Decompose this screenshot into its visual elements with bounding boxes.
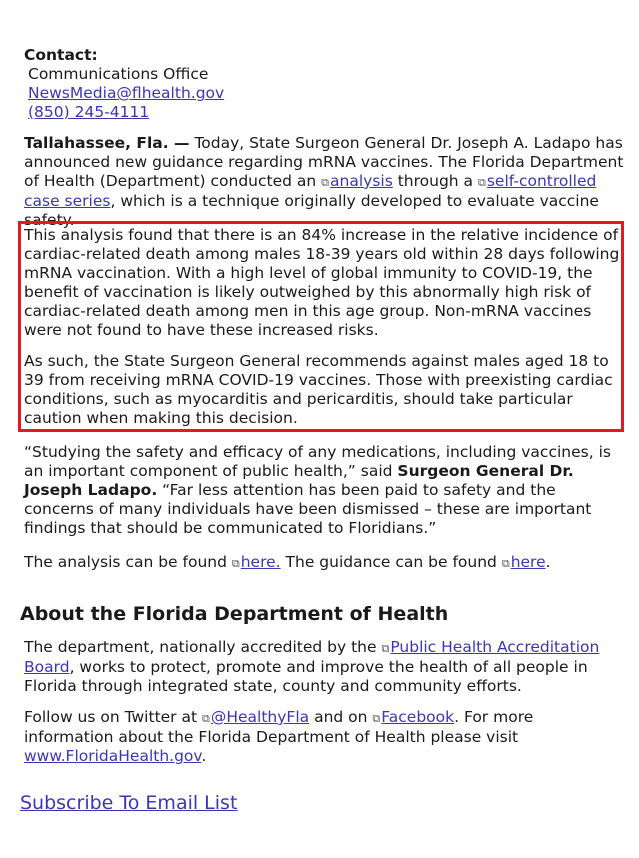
subscribe-email-link[interactable]: Subscribe To Email List [20, 792, 238, 814]
analysis-here-link[interactable]: here. [240, 553, 281, 571]
department-paragraph: The department, nationally accredited by the ⧉Public Health Accreditation Board, works to protect, promote and improve the health of all people in Florida through integrated state, county and community efforts. [24, 638, 600, 695]
external-link-icon: ⧉ [501, 557, 510, 570]
lead-paragraph: Tallahassee, Fla. — Today, State Surgeon General Dr. Joseph A. Ladapo has announced new guidance regarding mRNA vaccines. The Florida Department of Health (Department) conducted an ⧉analysis through a ⧉self-controlled case series, which is a technique originally developed to evaluate vaccine safety. [24, 134, 624, 229]
recommendation-paragraph: As such, the State Surgeon General recommends against males aged 18 to 39 from receiving mRNA COVID-19 vaccines. Those with preexisting cardiac conditions, such as myocarditis and pericarditis, should take particular caution when making this decision. [24, 352, 613, 427]
about-heading: About the Florida Department of Health [20, 603, 449, 625]
external-link-icon: ⧉ [231, 557, 240, 570]
quote-paragraph: “Studying the safety and efficacy of any medications, including vaccines, is an important component of public health,” said Surgeon General Dr. Joseph Ladapo. “Far less attention has been paid to safety and the concerns of many individuals have been dismissed – these are important findings that should be communicated to Floridians.” [24, 443, 611, 537]
external-link-icon: ⧉ [477, 176, 486, 189]
analysis-links-paragraph: The analysis can be found ⧉here. The guidance can be found ⧉here. [24, 553, 551, 571]
external-link-icon: ⧉ [381, 642, 390, 655]
contact-email-link[interactable]: NewsMedia@flhealth.gov [28, 84, 225, 102]
guidance-here-link[interactable]: here [510, 553, 546, 571]
quote-speaker: Surgeon General Dr. Joseph Ladapo. [24, 462, 574, 499]
accreditation-board-link[interactable]: Public Health Accreditation Board [24, 638, 600, 676]
florida-health-site-link[interactable]: www.FloridaHealth.gov [24, 747, 202, 765]
facebook-link[interactable]: Facebook [381, 708, 455, 726]
follow-paragraph: Follow us on Twitter at ⧉@HealthyFla and on ⧉Facebook. For more information about the Florida Department of Health please visit www.FloridaHealth.gov. [24, 708, 534, 765]
external-link-icon: ⧉ [202, 712, 210, 725]
analysis-link[interactable]: analysis [330, 172, 393, 190]
contact-block [24, 46, 632, 122]
twitter-link[interactable]: @HealthyFla [210, 708, 310, 726]
highlighted-text [24, 226, 630, 428]
external-link-icon: ⧉ [321, 176, 330, 189]
press-release [20, 46, 632, 765]
self-controlled-case-series-link[interactable]: self-controlled case series [24, 172, 597, 210]
contact-phone-link[interactable]: (850) 245-4111 [28, 103, 150, 121]
contact-heading: Contact: [24, 46, 98, 64]
external-link-icon: ⧉ [372, 712, 381, 725]
analysis-finding-paragraph: This analysis found that there is an 84% increase in the relative incidence of cardiac-related death among males 18-39 years old within 28 days following mRNA vaccination. With a high level of global immunity to COVID-19, the benefit of vaccination is likely outweighed by this abnormally high risk of cardiac-related death among men in this age group. Non-mRNA vaccines were not found to have these increased risks. [24, 226, 620, 339]
dateline: Tallahassee, Fla. — [24, 134, 190, 152]
contact-office: Communications Office [28, 65, 209, 83]
